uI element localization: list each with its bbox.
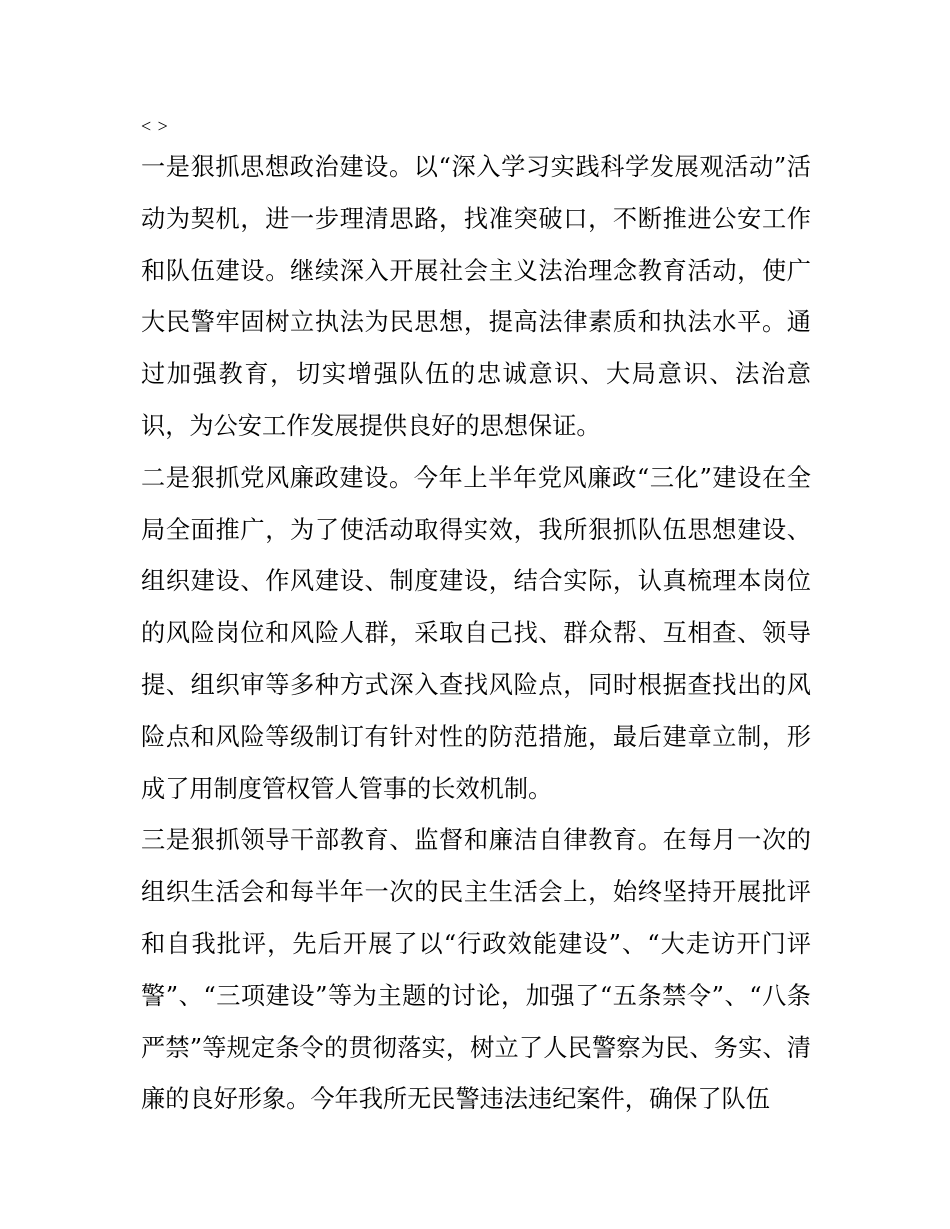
paragraph-integrity-building: 二是狠抓党风廉政建设。今年上半年党风廉政“三化”建设在全局全面推广，为了使活动取得实效，我所狠抓队伍思想建设、组织建设、作风建设、制度建设，结合实际，认真梳理本岗位的风险岗位和风险人群，采取自己找、群众帮、互相查、领导提、组织审等多种方式深入查找风险点，同时根据查找出的风险点和风险等级制订有针对性的防范措施，最后建章立制，形成了用制度管权管人管事的长效机制。 [141, 463, 811, 803]
page-marker: < > [141, 116, 169, 136]
document-body [141, 112, 811, 1126]
paragraph-ideological-building: 一是狠抓思想政治建设。以“深入学习实践科学发展观活动”活动为契机，进一步理清思路，找准突破口，不断推进公安工作和队伍建设。继续深入开展社会主义法治理念教育活动，使广大民警牢固树立执法为民思想，提高法律素质和执法水平。通过加强教育，切实增强队伍的忠诚意识、大局意识、法治意识，为公安工作发展提供良好的思想保证。 [141, 153, 811, 440]
paragraph-leadership-education: 三是狠抓领导干部教育、监督和廉洁自律教育。在每月一次的组织生活会和每半年一次的民主生活会上，始终坚持开展批评和自我批评，先后开展了以“行政效能建设”、“大走访开门评警”、“三项建设”等为主题的讨论，加强了“五条禁令”、“八条严禁”等规定条令的贯彻落实，树立了人民警察为民、务实、清廉的良好形象。今年我所无民警违法违纪案件，确保了队伍 [141, 826, 811, 1114]
